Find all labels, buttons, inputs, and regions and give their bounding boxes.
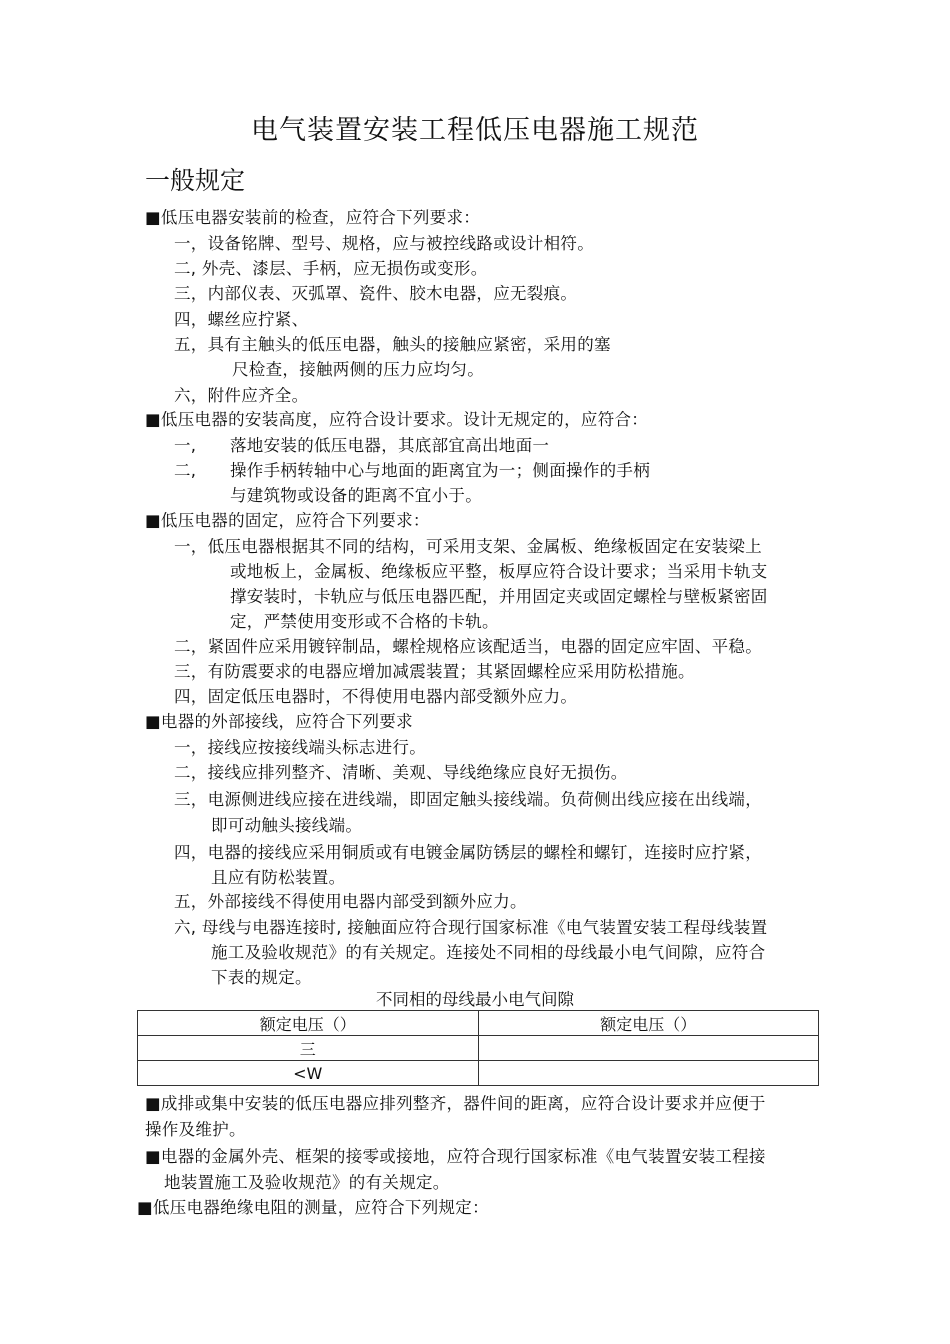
clause-item-continued: 下表的规定。 xyxy=(211,968,312,987)
clause-item-continued: 或地板上，金属板、绝缘板应平整，板厚应符合设计要求；当采用卡轨支 xyxy=(230,562,768,581)
clause-item: 操作手柄转轴中心与地面的距离宜为一；侧面操作的手柄 xyxy=(230,461,650,480)
clause-item-continued: 尺检查，接触两侧的压力应均匀。 xyxy=(232,360,484,379)
clause-item: 二, 外壳、漆层、手柄，应无损伤或变形。 xyxy=(174,259,488,278)
table-caption: 不同相的母线最小电气间隙 xyxy=(376,990,574,1009)
clause-item: 六，附件应齐全。 xyxy=(174,386,309,405)
clause-item: 二，接线应排列整齐、清晰、美观、导线绝缘应良好无损伤。 xyxy=(174,763,628,782)
clause-item: 四，固定低压电器时，不得使用电器内部受额外应力。 xyxy=(174,687,578,706)
clause-heading: ■低压电器的固定，应符合下列要求： xyxy=(145,511,430,530)
clause-heading: ■电器的金属外壳、框架的接零或接地，应符合现行国家标准《电气装置安装工程接 xyxy=(145,1147,766,1166)
clause-item-continued: 施工及验收规范》的有关规定。连接处不同相的母线最小电气间隙，应符合 xyxy=(211,943,766,962)
table-header-cell: 额定电压（） xyxy=(478,1011,819,1036)
clause-heading: ■成排或集中安装的低压电器应排列整齐，器件间的距离，应符合设计要求并应便于 xyxy=(145,1094,766,1113)
clause-item: 一，接线应按接线端头标志进行。 xyxy=(174,738,426,757)
clause-item-number: 一, xyxy=(174,436,197,455)
clause-item-continued: 即可动触头接线端。 xyxy=(211,816,363,835)
clause-item: 二，紧固件应采用镀锌制品，螺栓规格应该配适当，电器的固定应牢固、平稳。 xyxy=(174,637,762,656)
clause-item-number: 二, xyxy=(174,461,197,480)
section-heading: 一般规定 xyxy=(145,166,246,195)
clause-item: 落地安装的低压电器，其底部宜高出地面一 xyxy=(230,436,550,455)
table-row xyxy=(138,1061,819,1086)
clause-heading-continued: 地装置施工及验收规范》的有关规定。 xyxy=(164,1173,450,1192)
table-cell: <W xyxy=(138,1061,479,1086)
clause-item: 三，电源侧进线应接在进线端，即固定触头接线端。负荷侧出线应接在出线端， xyxy=(174,790,762,809)
clause-heading: ■低压电器安装前的检查，应符合下列要求： xyxy=(145,208,481,227)
clause-item: 四，电器的接线应采用铜质或有电镀金属防锈层的螺栓和螺钉，连接时应拧紧， xyxy=(174,843,762,862)
clause-item-continued: 且应有防松装置。 xyxy=(211,868,346,887)
clause-item-continued: 撑安装时，卡轨应与低压电器匹配，并用固定夹或固定螺栓与壁板紧密固 xyxy=(230,587,768,606)
table-cell xyxy=(478,1036,819,1061)
table-cell: 三 xyxy=(138,1036,479,1061)
clause-heading: ■电器的外部接线，应符合下列要求 xyxy=(145,712,413,731)
table-cell xyxy=(478,1061,819,1086)
table-row xyxy=(138,1036,819,1061)
table-header-cell: 额定电压（） xyxy=(138,1011,479,1036)
clause-heading: ■低压电器的安装高度，应符合设计要求。设计无规定的，应符合： xyxy=(145,410,649,429)
clause-item: 三，内部仪表、灭弧罩、瓷件、胶木电器，应无裂痕。 xyxy=(174,284,578,303)
clause-item: 一，低压电器根据其不同的结构，可采用支架、金属板、绝缘板固定在安装梁上 xyxy=(174,537,762,556)
clause-item: 一，设备铭牌、型号、规格，应与被控线路或设计相符。 xyxy=(174,234,594,253)
table-header-row xyxy=(138,1011,819,1036)
clause-item-continued: 定，严禁使用变形或不合格的卡轨。 xyxy=(230,612,499,631)
clause-item: 五，外部接线不得使用电器内部受到额外应力。 xyxy=(174,892,527,911)
document-title: 电气装置安装工程低压电器施工规范 xyxy=(251,115,699,146)
clause-item: 六, 母线与电器连接时, 接触面应符合现行国家标准《电气装置安装工程母线装置 xyxy=(174,918,768,937)
clause-item-continued: 与建筑物或设备的距离不宜小于。 xyxy=(230,486,482,505)
clause-item: 三，有防震要求的电器应增加减震装置；其紧固螺栓应采用防松措施。 xyxy=(174,662,695,681)
clause-heading: ■低压电器绝缘电阻的测量，应符合下列规定： xyxy=(137,1198,489,1217)
clause-heading-continued: 操作及维护。 xyxy=(145,1120,246,1139)
clause-item: 四，螺丝应拧紧、 xyxy=(174,310,309,329)
clearance-table xyxy=(137,1010,819,1086)
clause-item: 五，具有主触头的低压电器，触头的接触应紧密，采用的塞 xyxy=(174,335,611,354)
